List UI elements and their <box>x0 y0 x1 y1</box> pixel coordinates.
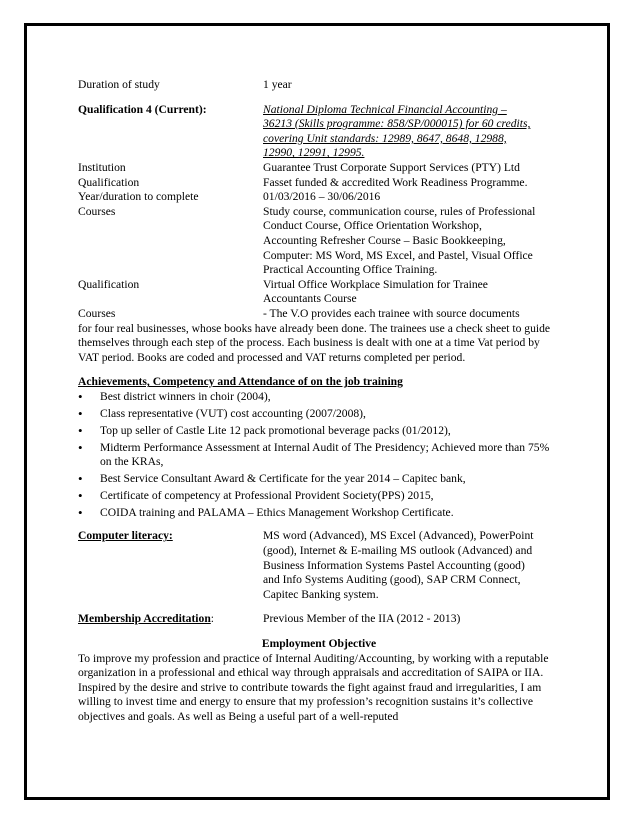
membership-label-wrap <box>78 612 263 627</box>
achievement-text: Best Service Consultant Award & Certificate for the year 2014 – Capitec bank, <box>100 472 466 486</box>
detail-value: 01/03/2016 – 30/06/2016 <box>263 190 381 204</box>
detail-line: Practical Accounting Office Training. <box>263 263 438 277</box>
achievement-text: Midterm Performance Assessment at Internal Audit of The Presidency; Achieved more than 75% on the KRAs, <box>100 440 550 469</box>
qualification4-row <box>78 103 560 161</box>
resume-page <box>78 78 560 724</box>
detail-line: Accountants Course <box>263 292 357 306</box>
detail-value <box>263 278 560 307</box>
qualification4-label: Qualification 4 (Current): <box>78 102 207 116</box>
detail-label: Institution <box>78 160 126 174</box>
duration-label: Duration of study <box>78 78 160 91</box>
list-item <box>78 506 560 521</box>
detail-value: Guarantee Trust Corporate Support Services (PTY) Ltd <box>263 160 520 174</box>
list-item <box>78 390 560 405</box>
membership-row <box>78 612 560 627</box>
achievement-text: COIDA training and PALAMA – Ethics Management Workshop Certificate. <box>100 506 454 520</box>
computer-line: (good), Internet & E-mailing MS outlook (Advanced) and <box>263 543 533 557</box>
detail-line: Conduct Course, Office Orientation Workshop, <box>263 219 482 233</box>
computer-label: Computer literacy: <box>78 529 173 543</box>
detail-value <box>263 205 560 278</box>
list-item <box>78 441 560 470</box>
achievement-text: Best district winners in choir (2004), <box>100 389 271 403</box>
courses2-description: for four real businesses, whose books have already been done. The trainees use a check sheet to guide themselves through each step of the process. Each business is dealt with one at a time Vat period by VAT period. Books are coded and processed and VAT returns completed per period. <box>78 321 551 364</box>
achievement-text: Top up seller of Castle Lite 12 pack promotional beverage packs (01/2012), <box>100 423 451 437</box>
detail-label: Qualification <box>78 175 140 189</box>
detail-value: Fasset funded & accredited Work Readiness Programme. <box>263 175 528 189</box>
bullet-icon: • <box>78 439 83 455</box>
duration-row <box>78 78 560 93</box>
list-item <box>78 489 560 504</box>
qualification4-line: covering Unit standards: 12989, 8647, 8648, 12988, <box>263 131 507 145</box>
duration-complete-row <box>78 190 560 205</box>
objective-heading: Employment Objective <box>261 636 377 650</box>
bullet-icon: • <box>78 505 83 521</box>
bullet-icon: • <box>78 488 83 504</box>
qualification-row <box>78 176 560 191</box>
computer-line: MS word (Advanced), MS Excel (Advanced), PowerPoint <box>263 529 534 543</box>
objective-text: To improve my profession and practice of Internal Auditing/Accounting, by working with a reputable organization in a professional and ethical way through appraisals and accreditation of SAIPA or IIA. Inspired by the desire and strive to contribute towards the fight against fraud and irregularities, I am willing to invest time and energy to ensure that my profession’s recognition sustains it’s collective objectives and goals. As well as Being a useful part of a well-reputed <box>78 651 549 723</box>
detail-label: Courses <box>78 204 116 218</box>
duration-value: 1 year <box>263 78 292 91</box>
qualification4-line: National Diploma Technical Financial Accounting – <box>263 102 507 116</box>
detail-line: Study course, communication course, rules of Professional <box>263 204 536 218</box>
institution-row <box>78 161 560 176</box>
bullet-icon: • <box>78 388 83 404</box>
detail-line: Computer: MS Word, MS Excel, and Pastel, Visual Office <box>263 248 533 262</box>
membership-value: Previous Member of the IIA (2012 - 2013) <box>263 612 461 626</box>
qualification4-value <box>263 103 560 161</box>
computer-line: and Info Systems Auditing (good), SAP CRM Connect, <box>263 573 521 587</box>
list-item <box>78 472 560 487</box>
detail-line: Accounting Refresher Course – Basic Bookkeeping, <box>263 233 506 247</box>
membership-label: Membership Accreditation <box>78 612 211 626</box>
bullet-icon: • <box>78 422 83 438</box>
achievement-text: Class representative (VUT) cost accounting (2007/2008), <box>100 406 366 420</box>
detail-line: Virtual Office Workplace Simulation for Trainee <box>263 277 488 291</box>
computer-line: Business Information Systems Pastel Accounting (good) <box>263 558 525 572</box>
computer-value <box>263 529 560 602</box>
qualification4-line: 12990, 12991, 12995. <box>263 146 365 160</box>
list-item <box>78 424 560 439</box>
achievement-text: Certificate of competency at Professional Provident Society(PPS) 2015, <box>100 489 434 503</box>
qualification4-line: 36213 (Skills programme: 858/SP/000015) for 60 credits, <box>263 117 531 131</box>
membership-colon: : <box>210 612 215 626</box>
courses2-label: Courses <box>78 306 116 320</box>
computer-row <box>78 529 560 602</box>
bullet-icon: • <box>78 405 83 421</box>
list-item <box>78 407 560 422</box>
detail-label: Qualification <box>78 277 140 291</box>
detail-label: Year/duration to complete <box>78 190 199 204</box>
courses2-row <box>78 307 560 322</box>
bullet-icon: • <box>78 471 83 487</box>
courses2-first: - The V.O provides each trainee with source documents <box>263 306 520 320</box>
achievements-heading: Achievements, Competency and Attendance of on the job training <box>78 375 403 389</box>
qualification-vo-row <box>78 278 560 307</box>
computer-line: Capitec Banking system. <box>263 587 379 601</box>
achievements-list <box>78 390 560 521</box>
courses-row <box>78 205 560 278</box>
